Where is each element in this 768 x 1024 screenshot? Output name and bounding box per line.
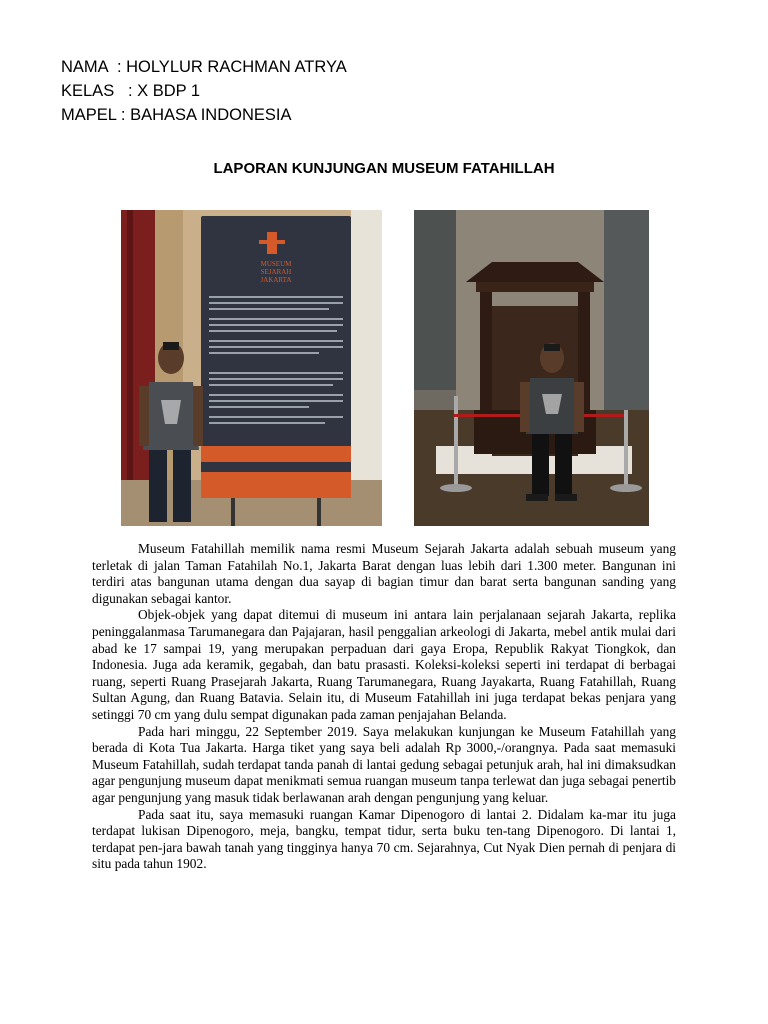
paragraph-1: Museum Fatahillah memilik nama resmi Museum Sejarah Jakarta adalah sebuah museum yang terletak di jalan Taman Fatahilah No.1, Jakarta Barat dengan luas lebih dari 1.300 meter. Bangunan ini terdiri atas bangunan utama dengan dua sayap di bagian timur dan barat serta bangunan sanding yang digunakan sebagai kantor. [92,541,676,606]
paragraph-2: Objek-objek yang dapat ditemui di museum ini antara lain perjalanaan sejarah Jakarta, replika peninggalanmasa Tarumanegara dan Pajajaran, hasil penggalian arkeologi di Jakarta, mebel antik mulai dari abad ke 17 sampai 19, yang merupakan perpaduan dari gaya Eropa, Republik Rakyat Tiongkok, dan Indonesia. Juga ada keramik, gegabah, dan batu prasasti. Koleksi-koleksi seperti ini terdapat di berbagai ruang, seperti Ruang Prasejarah Jakarta, Ruang Tarumanegara, Ruang Jayakarta, Ruang Fatahillah, Ruang Sultan Agung, dan Ruang Batavia. Selain itu, di Museum Fatahillah ini juga terdapat bekas penjara yang setinggi 70 cm yang dulu sempat digunakan pada zaman penjajahan Belanda. [92,607,676,722]
paragraph-3: Pada hari minggu, 22 September 2019. Saya melakukan kunjungan ke Museum Fatahillah yang berada di Kota Tua Jakarta. Harga tiket yang saya beli adalah Rp 3000,-/orangnya. Pada saat memasuki Museum Fatahillah, sudah terdapat tanda panah di lantai gedung sebagai petunjuk arah, hal ini dimaksudkan agar pengunjung museum dapat menikmati semua ruangan museum tanpa terlewat dan juga sebagai penertib agar pengunjung yang masuk tidak berlawanan arah dengan pengunjung yang keluar. [92,723,676,805]
report-body [92,541,676,873]
name-label: NAMA [61,58,117,76]
banner-text-line-1: MUSEUM [260,260,292,268]
name-line [61,55,347,79]
student-info-header [61,55,347,127]
class-value: : X BDP 1 [127,82,201,100]
subject-value: : BAHASA INDONESIA [120,106,292,124]
subject-line [61,103,347,127]
banner-text-line-2: SEJARAH [260,268,292,276]
paragraph-4: Pada saat itu, saya memasuki ruangan Kamar Dipenogoro di lantai 2. Didalam ka-mar itu juga terdapat lukisan Dipenogoro, meja, bangku, tempat tidur, serta buku ten-tang Dipenogoro. Di lantai 1, terdapat pen-jara bawah tanah yang tingginya hanya 70 cm. Sejarahnya, Cut Nyak Dien pernah di penjara di situ pada tahun 1902. [92,806,676,872]
name-value: : HOLYLUR RACHMAN ATRYA [116,58,347,76]
report-title: LAPORAN KUNJUNGAN MUSEUM FATAHILLAH [213,160,555,177]
photo-museum-banner [121,210,382,526]
banner-text-line-3: JAKARTA [260,276,292,284]
class-line [61,79,347,103]
class-label: KELAS [61,82,128,100]
photo-dipenogoro-bed [414,210,649,526]
subject-label: MAPEL [61,106,121,124]
